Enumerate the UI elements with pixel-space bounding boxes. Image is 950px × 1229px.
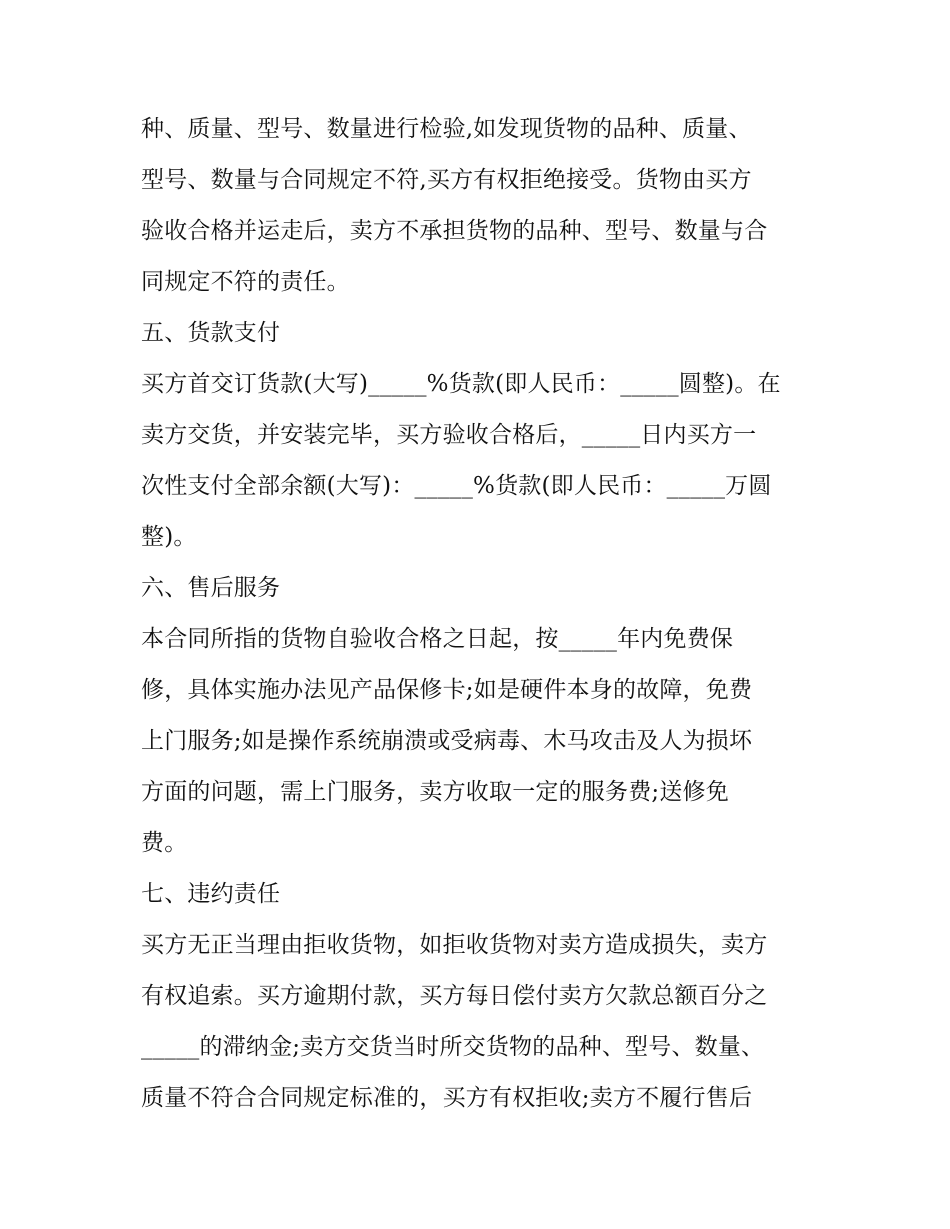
text-line: 卖方交货，并安装完毕，买方验收合格后，_____日内买方一	[141, 422, 757, 448]
text-line: 修，具体实施办法见产品保修卡;如是硬件本身的故障，免费	[141, 677, 753, 703]
text-line: 买方无正当理由拒收货物，如拒收货物对卖方造成损失，卖方	[141, 932, 768, 958]
text-line: 费。	[141, 830, 188, 856]
text-line: _____的滞纳金;卖方交货当时所交货物的品种、型号、数量、	[141, 1034, 765, 1060]
text-line: 方面的问题，需上门服务，卖方收取一定的服务费;送修免	[141, 779, 729, 805]
text-line: 验收合格并运走后，卖方不承担货物的品种、型号、数量与合	[141, 218, 768, 244]
text-line: 买方首交订货款(大写)_____%货款(即人民币：_____圆整)。在	[141, 371, 781, 397]
text-line: 型号、数量与合同规定不符,买方有权拒绝接受。货物由买方	[141, 167, 752, 193]
section-heading: 五、货款支付	[141, 320, 281, 346]
section-heading: 六、售后服务	[141, 575, 281, 601]
text-line: 种、质量、型号、数量进行检验,如发现货物的品种、质量、	[141, 116, 752, 142]
text-line: 上门服务;如是操作系统崩溃或受病毒、木马攻击及人为损坏	[141, 728, 753, 754]
text-line: 次性支付全部余额(大写)：_____%货款(即人民币：_____万圆	[141, 473, 772, 499]
text-line: 整)。	[141, 524, 197, 550]
document-body	[141, 104, 821, 1124]
text-line: 同规定不符的责任。	[141, 269, 350, 295]
text-line: 有权追索。买方逾期付款，买方每日偿付卖方欠款总额百分之	[141, 983, 768, 1009]
section-heading: 七、违约责任	[141, 881, 281, 907]
text-line: 本合同所指的货物自验收合格之日起，按_____年内免费保	[141, 626, 734, 652]
text-line: 质量不符合合同规定标准的，买方有权拒收;卖方不履行售后	[141, 1085, 753, 1111]
